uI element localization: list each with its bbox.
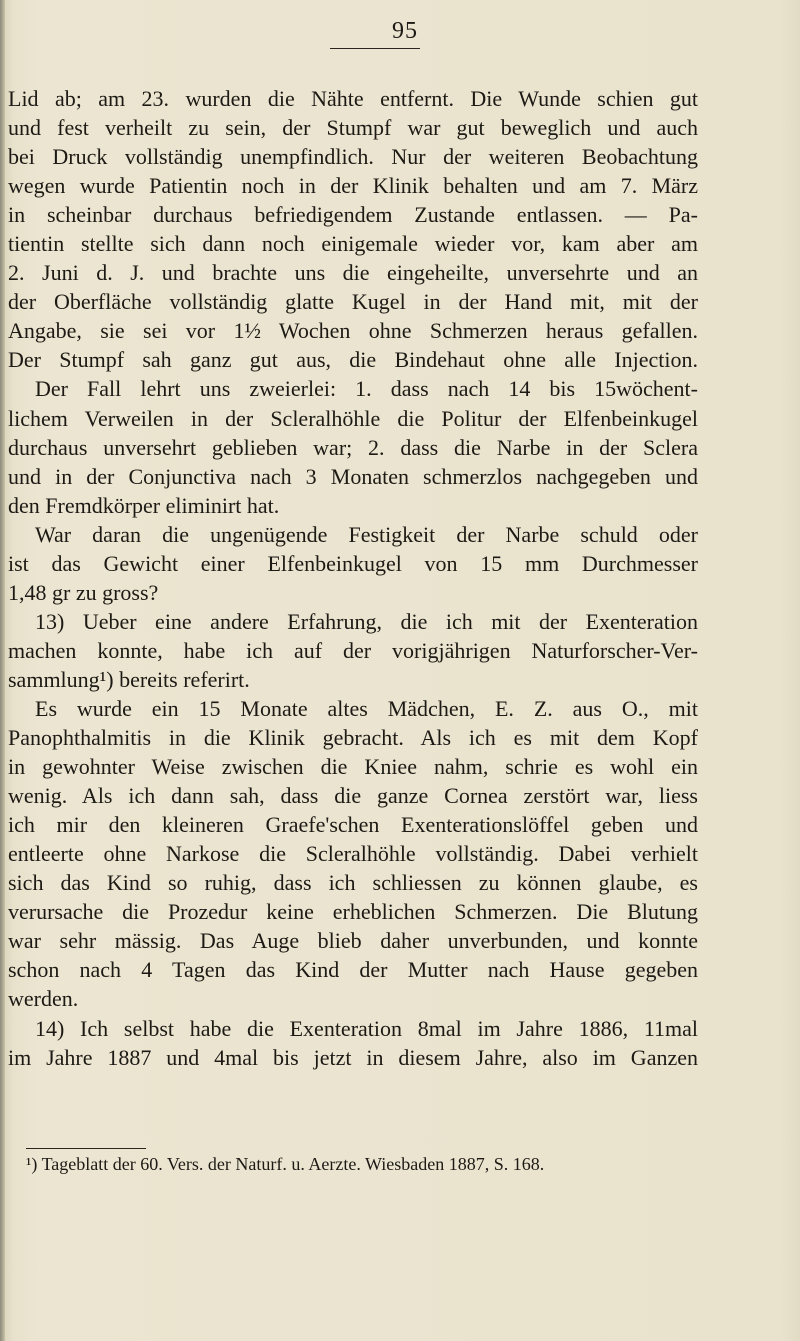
header-rule xyxy=(330,48,420,49)
text-line: 2. Juni d. J. und brachte uns die eingeheilte, unversehrte und an xyxy=(8,260,698,286)
text-line: machen konnte, habe ich auf der vorigjährigen Naturforscher-Ver- xyxy=(8,637,698,663)
text-line: in gewohnter Weise zwischen die Kniee nahm, schrie es wohl ein xyxy=(8,754,698,780)
text-line: wenig. Als ich dann sah, dass die ganze Cornea zerstört war, liess xyxy=(8,783,698,809)
text-line: und in der Conjunctiva nach 3 Monaten schmerzlos nachgegeben und xyxy=(8,463,698,489)
text-line: ist das Gewicht einer Elfenbeinkugel von 15 mm Durchmesser xyxy=(8,550,698,576)
text-line: schon nach 4 Tagen das Kind der Mutter nach Hause gegeben xyxy=(8,957,698,983)
text-line: 13) Ueber eine andere Erfahrung, die ich mit der Exenteration xyxy=(35,608,698,634)
text-line: War daran die ungenügende Festigkeit der Narbe schuld oder xyxy=(35,521,698,547)
text-line: Der Fall lehrt uns zweierlei: 1. dass nach 14 bis 15wöchent- xyxy=(35,376,698,402)
text-line: Der Stumpf sah ganz gut aus, die Bindehaut ohne alle Injection. xyxy=(8,347,698,373)
text-line: in scheinbar durchaus befriedigendem Zustande entlassen. — Pa- xyxy=(8,202,698,228)
text-line: werden. xyxy=(8,986,79,1012)
text-line: sich das Kind so ruhig, dass ich schliessen zu können glaube, es xyxy=(8,870,698,896)
text-line: Angabe, sie sei vor 1½ Wochen ohne Schmerzen heraus gefallen. xyxy=(8,318,698,344)
page-number: 95 xyxy=(392,18,418,44)
text-line: war sehr mässig. Das Auge blieb daher unverbunden, und konnte xyxy=(8,928,698,954)
body-text xyxy=(8,84,788,1072)
text-line: ich mir den kleineren Graefe'schen Exenterationslöffel geben und xyxy=(8,812,698,838)
text-line: wegen wurde Patientin noch in der Klinik behalten und am 7. März xyxy=(8,173,698,199)
text-line: lichem Verweilen in der Scleralhöhle die Politur der Elfenbeinkugel xyxy=(8,405,698,431)
page-binding-edge xyxy=(0,0,5,1341)
text-line: und fest verheilt zu sein, der Stumpf war gut beweglich und auch xyxy=(8,115,698,141)
text-line: 14) Ich selbst habe die Exenteration 8mal im Jahre 1886, 11mal xyxy=(35,1015,698,1041)
text-line: tientin stellte sich dann noch einigemale wieder vor, kam aber am xyxy=(8,231,698,257)
text-line: im Jahre 1887 und 4mal bis jetzt in diesem Jahre, also im Ganzen xyxy=(8,1044,698,1070)
text-line: Es wurde ein 15 Monate altes Mädchen, E. Z. aus O., mit xyxy=(35,695,698,721)
footnote: ¹) Tageblatt der 60. Vers. der Naturf. u. Aerzte. Wiesbaden 1887, S. 168. xyxy=(26,1154,545,1174)
text-line: verursache die Prozedur keine erheblichen Schmerzen. Die Blutung xyxy=(8,899,698,925)
text-line: bei Druck vollständig unempfindlich. Nur der weiteren Beobachtung xyxy=(8,144,698,170)
text-line: Lid ab; am 23. wurden die Nähte entfernt. Die Wunde schien gut xyxy=(8,86,698,111)
text-line: durchaus unversehrt geblieben war; 2. dass die Narbe in der Sclera xyxy=(8,434,698,460)
text-line: sammlung¹) bereits referirt. xyxy=(8,666,250,692)
text-line: 1,48 gr zu gross? xyxy=(8,579,159,605)
text-line: den Fremdkörper eliminirt hat. xyxy=(8,492,280,518)
text-line: entleerte ohne Narkose die Scleralhöhle vollständig. Dabei verhielt xyxy=(8,841,698,867)
text-line: Panophthalmitis in die Klinik gebracht. Als ich es mit dem Kopf xyxy=(8,725,698,751)
text-line: der Oberfläche vollständig glatte Kugel in der Hand mit, mit der xyxy=(8,289,698,315)
footnote-rule xyxy=(26,1148,146,1149)
